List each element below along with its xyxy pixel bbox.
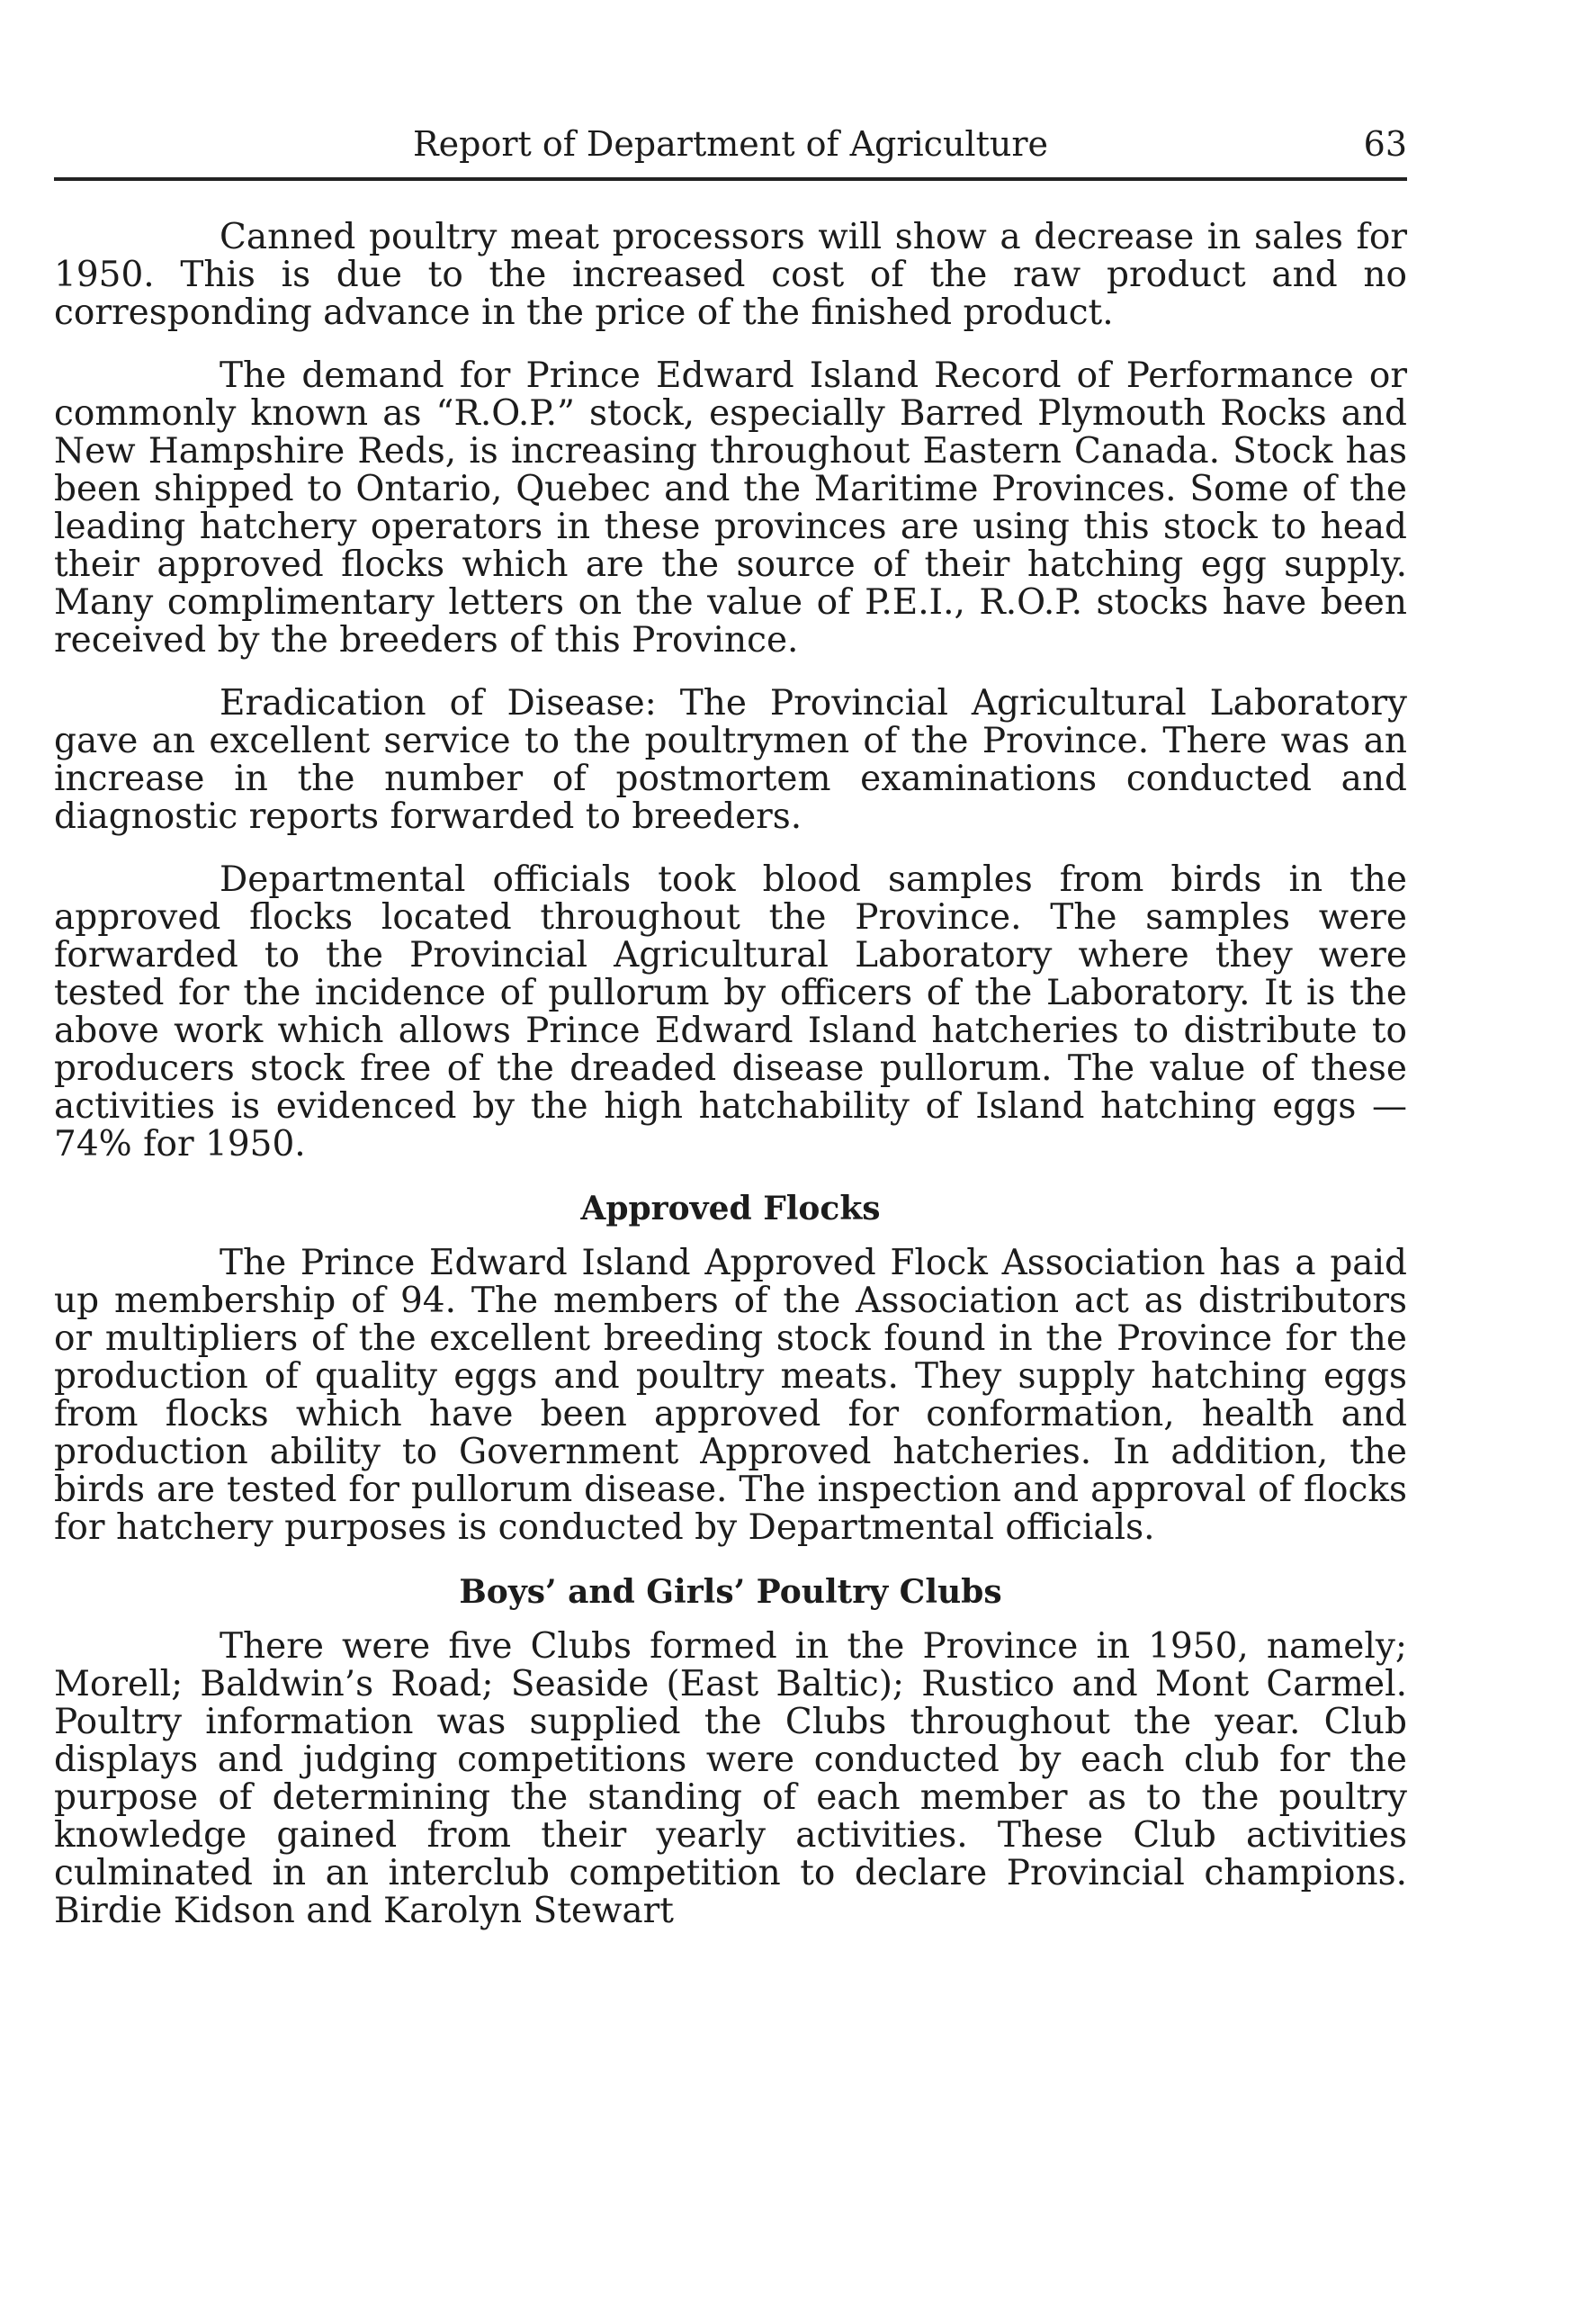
paragraph-blood-samples: Departmental officials took blood samples from birds in the approved flocks located throughout the Province. The samples were forwarded to the Provincial Agricultural Laboratory where they were tested for the incidence of pullorum by officers of the Laboratory. It is the above work which allows Prince Edward Island hatcheries to distribute to producers stock free of the dreaded disease pullorum. The value of these activities is evidenced by the high hatchability of Island hatching eggs — 74% for 1950. <box>54 859 1407 1164</box>
header-rule <box>54 177 1407 181</box>
page-number: 63 <box>1363 124 1407 164</box>
paragraph-poultry-clubs: There were five Clubs formed in the Province in 1950, namely; Morell; Baldwin’s Road; Seaside (East Baltic); Rustico and Mont Carmel. Poultry information was supplied the Clubs throughout the year. Club displays and judging competitions were conducted by each club for the purpose of determining the standing of each member as to the poultry knowledge gained from their yearly activities. These Club activities culminated in an interclub competition to declare Provincial champions. Birdie Kidson and Karolyn Stewart <box>54 1626 1407 1931</box>
section-heading-poultry-clubs: Boys’ and Girls’ Poultry Clubs <box>459 1573 1002 1611</box>
paragraph-approved-flock-association: The Prince Edward Island Approved Flock Association has a paid up membership of 94. The members of the Association act as distributors or multipliers of the excellent breeding stock found in the Province for the production of quality eggs and poultry meats. They supply hatching eggs from flocks which have been approved for conformation, health and production ability to Government Approved hatcheries. In addition, the birds are tested for pullorum disease. The inspection and approval of flocks for hatchery purposes is conducted by Departmental officials. <box>54 1243 1407 1548</box>
page-body <box>54 219 1407 1930</box>
paragraph-eradication-of-disease: Eradication of Disease: The Provincial Agricultural Laboratory gave an excellent service to the poultrymen of the Province. There was an increase in the number of postmortem examinations conducted and diagnostic reports forwarded to breeders. <box>54 683 1407 837</box>
page-header <box>54 121 1407 175</box>
paragraph-rop-demand: The demand for Prince Edward Island Record of Performance or commonly known as “R.O.P.” stock, especially Barred Plymouth Rocks and New Hampshire Reds, is increasing throughout Eastern Canada. Stock has been shipped to Ontario, Quebec and the Maritime Provinces. Some of the leading hatchery operators in these provinces are using this stock to head their approved flocks which are the source of their hatching egg supply. Many complimentary letters on the value of P.E.I., R.O.P. stocks have been received by the breeders of this Province. <box>54 355 1407 661</box>
section-heading-approved-flocks: Approved Flocks <box>580 1190 881 1227</box>
paragraph-canned-poultry: Canned poultry meat processors will show a decrease in sales for 1950. This is due to the increased cost of the raw product and no corresponding advance in the price of the finished product. <box>54 217 1407 333</box>
running-head: Report of Department of Agriculture <box>413 124 1048 164</box>
